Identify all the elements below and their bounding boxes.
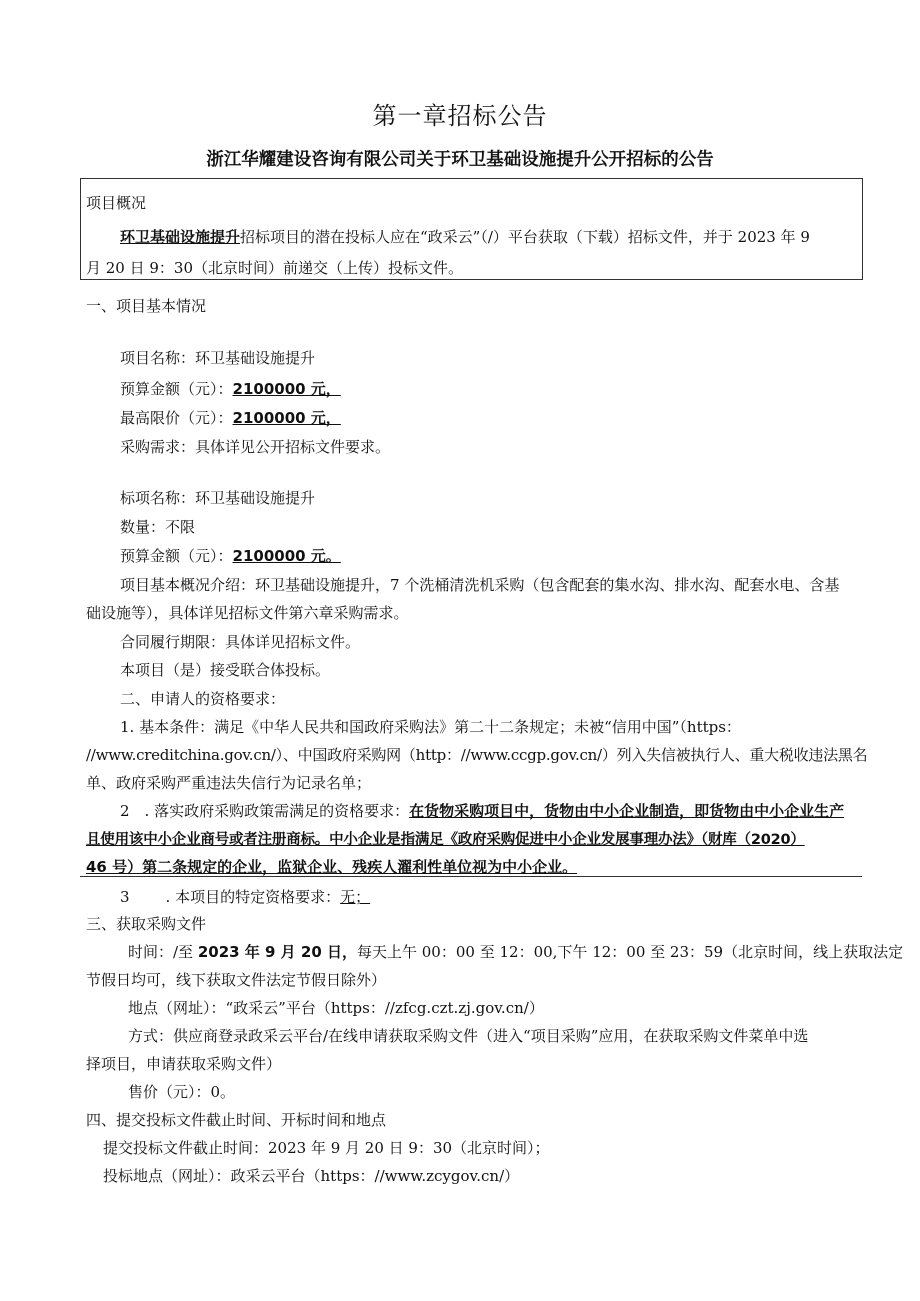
lot-name-line: 标项名称：环卫基础设施提升 [120,489,316,507]
qualification-3-label: . 本项目的特定资格要求： [165,888,341,906]
section-divider [80,876,862,877]
quantity-line: 数量：不限 [120,518,196,536]
max-price-value: 2100000 元， [232,409,341,427]
lot-budget-value: 2100000 元。 [232,547,341,565]
qualification-3-line [120,886,370,907]
chapter-title: 第一章招标公告 [372,102,548,130]
budget-value: 2100000 元， [232,380,341,398]
section2-heading: 二、申请人的资格要求： [120,690,286,708]
overview-line-1 [120,226,810,247]
obtain-time-line-2: 节假日均可，线下获取文件法定节假日除外） [86,971,387,989]
overview-project-name: 环卫基础设施提升 [120,228,241,246]
submission-place-line: 投标地点（网址）：政采云平台（https：//www.zcygov.cn/） [103,1167,520,1185]
notice-title: 浙江华耀建设咨询有限公司关于环卫基础设施提升公开招标的公告 [206,150,714,170]
budget-line [120,378,341,399]
obtain-method-line-1: 方式：供应商登录政采云平台/在线申请获取采购文件（进入“项目采购”应用，在获取采购文件菜单中选 [128,1027,809,1045]
consortium-line: 本项目（是）接受联合体投标。 [120,661,331,679]
qualification-2-bold-1: 在货物采购项目中，货物由中小企业制造，即货物由中小企业生产 [409,802,845,820]
intro-line-2: 础设施等），具体详见招标文件第六章采购需求。 [86,604,409,622]
obtain-time-date: 2023 年 9 月 20 日， [197,943,357,961]
overview-line-1-rest: 招标项目的潜在投标人应在“政采云”（/）平台获取（下载）招标文件，并于 2023 年 9 [240,228,810,246]
obtain-place-line: 地点（网址）：“政采云”平台（https：//zfcg.czt.zj.gov.cn/） [128,999,544,1017]
overview-line-2: 月 20 日 9：30（北京时间）前递交（上传）投标文件。 [86,259,464,277]
qualification-2-line-3: 46 号）第二条规定的企业，监狱企业、残疾人濯利性单位视为中小企业。 [86,858,578,876]
price-line: 售价（元）：0。 [128,1083,236,1101]
overview-heading: 项目概况 [86,194,147,212]
qualification-2-prefix: 2 . 落实政府采购政策需满足的资格要求： [120,802,410,820]
obtain-method-line-2: 择项目，申请获取采购文件） [86,1055,282,1073]
section4-heading: 四、提交投标文件截止时间、开标时间和地点 [86,1111,387,1129]
obtain-time-prefix: 时间：/至 [128,943,198,961]
submission-deadline-line: 提交投标文件截止时间：2023 年 9 月 20 日 9：30（北京时间）； [103,1139,550,1157]
section3-heading: 三、获取采购文件 [86,915,207,933]
qualification-3-number: 3 [120,888,130,906]
qualification-2-line-2: 且使用该中小企业商号或者注册商标。中小企业是指满足《政府采购促进中小企业发展事理办法》（财库（2020） [86,832,805,848]
qualification-3-value: 无； [340,888,371,906]
qualification-1-line-3: 单、政府采购严重违法失信行为记录名单； [86,774,372,792]
contract-period-line: 合同履行期限：具体详见招标文件。 [120,633,361,651]
max-price-line [120,407,341,428]
obtain-time-line-1 [128,941,903,962]
section1-heading: 一、项目基本情况 [86,297,207,315]
lot-budget-line [120,545,341,566]
project-name-line: 项目名称：环卫基础设施提升 [120,349,316,367]
max-price-label: 最高限价（元）： [120,409,233,427]
lot-budget-label: 预算金额（元）： [120,547,233,565]
intro-line-1: 项目基本概况介绍：环卫基础设施提升，7 个洗桶清洗机采购（包含配套的集水沟、排水沟、配套水电、含基 [120,576,840,594]
demand-line: 采购需求：具体详见公开招标文件要求。 [120,438,391,456]
qualification-1-line-2: //www.creditchina.gov.cn/）、中国政府采购网（http：//www.ccgp.gov.cn/）列入失信被执行人、重大税收违法黑名 [86,746,868,764]
obtain-time-rest: 每天上午 00：00 至 12：00,下午 12：00 至 23：59（北京时间，线上获取法定 [357,943,904,961]
budget-label: 预算金额（元）： [120,380,233,398]
qualification-1-line-1: 1. 基本条件：满足《中华人民共和国政府采购法》第二十二条规定；未被“信用中国”（https： [120,718,741,736]
qualification-2-line-1 [120,800,844,821]
